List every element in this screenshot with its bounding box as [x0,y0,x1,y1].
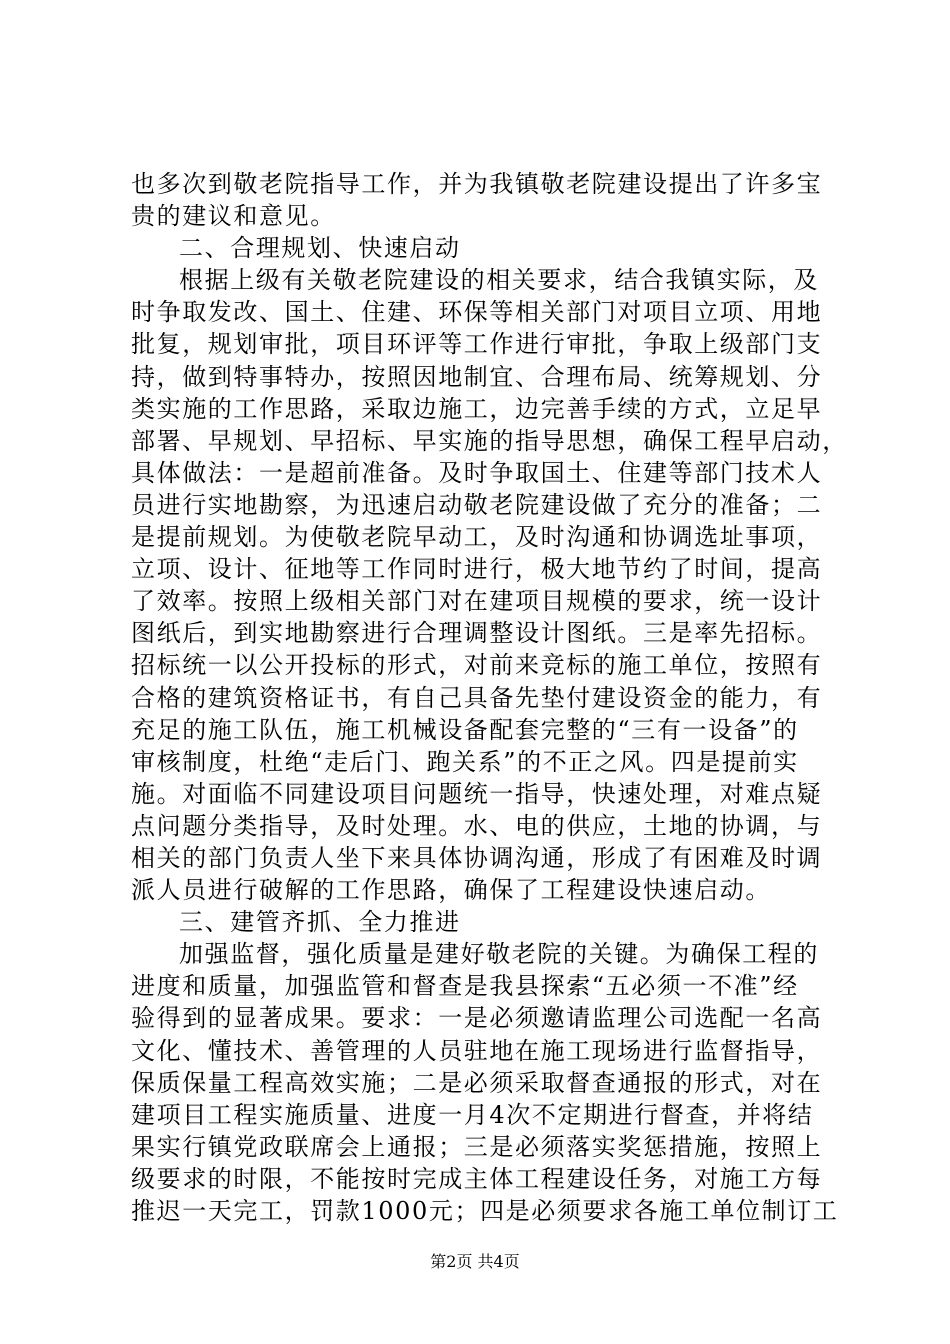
text-line: 部署、早规划、早招标、早实施的指导思想，确保工程早启动， [131,426,848,455]
text-line: 招标统一以公开投标的形式，对前来竞标的施工单位，按照有 [131,651,823,680]
text-line: 保质保量工程高效实施；二是必须采取督查通报的形式，对在 [131,1068,823,1097]
section-heading: 二、合理规划、快速启动 [179,234,461,263]
text-line: 推迟一天完工，罚款1000元；四是必须要求各施工单位制订工 [131,1197,839,1225]
text-line: 施。对面临不同建设项目问题统一指导，快速处理，对难点疑 [131,779,823,808]
body-text [131,168,848,1227]
text-line: 员进行实地勘察，为迅速启动敬老院建设做了充分的准备；二 [131,490,823,519]
section-heading: 三、建管齐抓、全力推进 [179,908,461,937]
text-line: 充足的施工队伍，施工机械设备配套完整的“三有一设备”的 [131,715,799,744]
text-line: 点问题分类指导，及时处理。水、电的供应，土地的协调，与 [131,811,823,840]
text-line: 贵的建议和意见。 [131,202,336,231]
paragraph-first-line: 根据上级有关敬老院建设的相关要求，结合我镇实际，及 [179,266,819,295]
text-line: 时争取发改、国土、住建、环保等相关部门对项目立项、用地 [131,298,823,327]
text-line: 图纸后，到实地勘察进行合理调整设计图纸。三是率先招标。 [131,619,823,648]
text-line: 果实行镇党政联席会上通报；三是必须落实奖惩措施，按照上 [131,1132,823,1161]
text-line: 级要求的时限，不能按时完成主体工程建设任务，对施工方每 [131,1164,823,1193]
text-line: 验得到的显著成果。要求：一是必须邀请监理公司选配一名高 [131,1004,823,1033]
text-line: 类实施的工作思路，采取边施工，边完善手续的方式，立足早 [131,394,823,423]
text-line: 具体做法：一是超前准备。及时争取国土、住建等部门技术人 [131,458,823,487]
text-line: 文化、懂技术、善管理的人员驻地在施工现场进行监督指导， [131,1036,823,1065]
text-line: 也多次到敬老院指导工作，并为我镇敬老院建设提出了许多宝 [131,170,823,198]
text-line: 合格的建筑资格证书，有自己具备先垫付建设资金的能力，有 [131,683,823,712]
text-line: 派人员进行破解的工作思路，确保了工程建设快速启动。 [131,876,771,905]
text-line: 持，做到特事特办，按照因地制宜、合理布局、统筹规划、分 [131,362,823,391]
text-line: 是提前规划。为使敬老院早动工，及时沟通和协调选址事项， [131,523,823,552]
text-line: 批复，规划审批，项目环评等工作进行审批，争取上级部门支 [131,330,823,359]
text-line: 进度和质量，加强监管和督查是我县探索“五必须一不准”经 [131,972,799,1001]
paragraph-first-line: 加强监督，强化质量是建好敬老院的关键。为确保工程的 [179,940,819,969]
page-number-footer: 第2页 共4页 [430,1252,520,1271]
text-line: 相关的部门负责人坐下来具体协调沟通，形成了有困难及时调 [131,843,823,872]
text-line: 建项目工程实施质量、进度一月4次不定期进行督查，并将结 [131,1100,814,1129]
text-line: 立项、设计、征地等工作同时进行，极大地节约了时间，提高 [131,555,823,584]
text-line: 了效率。按照上级相关部门对在建项目规模的要求，统一设计 [131,587,823,616]
text-line: 审核制度，杜绝“走后门、跑关系”的不正之风。四是提前实 [131,747,799,776]
